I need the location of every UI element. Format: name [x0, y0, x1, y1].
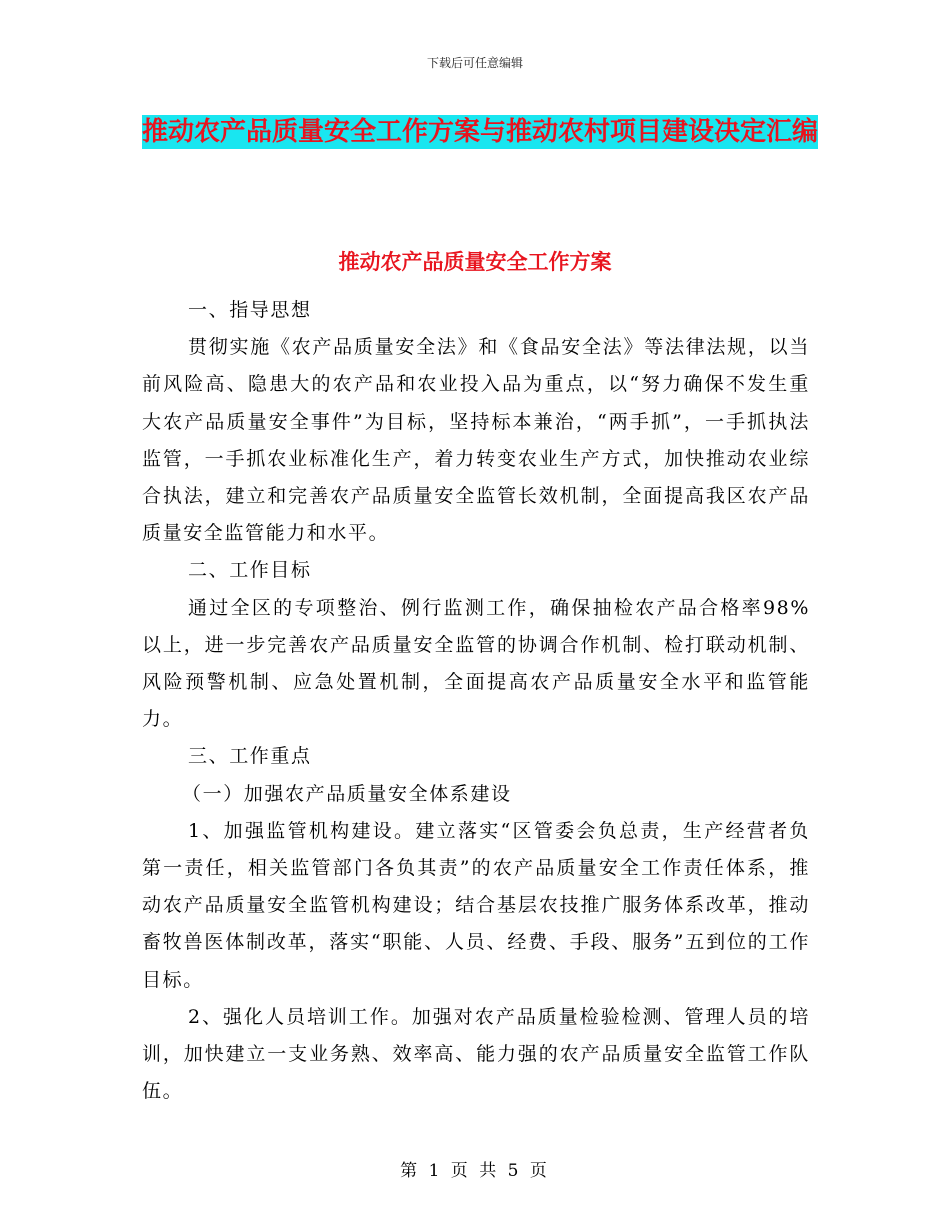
subheading-system-building: （一）加强农产品质量安全体系建设	[182, 782, 512, 805]
heading-work-focus: 三、工作重点	[188, 745, 312, 768]
document-title-text: 推动农产品质量安全工作方案与推动农村项目建设决定汇编	[141, 117, 818, 147]
section-title: 推动农产品质量安全工作方案	[338, 250, 612, 274]
paragraph-guiding-ideology: 贯彻实施《农产品质量安全法》和《食品安全法》等法律法规，以当前风险高、隐患大的农产品和农业投入品为重点，以“努力确保不发生重大农产品质量安全事件”为目标，坚持标本兼治，“两手抓”，一手抓执法监管，一手抓农业标准化生产，着力转变农业生产方式，加快推动农业综合执法，建立和完善农产品质量安全监管长效机制，全面提高我区农产品质量安全监管能力和水平。	[142, 336, 810, 545]
paragraph-work-goals: 通过全区的专项整治、例行监测工作，确保抽检农产品合格率98%以上，进一步完善农产品质量安全监管的协调合作机制、检打联动机制、风险预警机制、应急处置机制，全面提高农产品质量安全水平和监管能力。	[142, 596, 810, 731]
document-title	[140, 110, 820, 154]
page-number-footer: 第 1 页 共 5 页	[400, 1161, 550, 1181]
header-note: 下载后可任意编辑	[426, 56, 523, 70]
paragraph-supervision-agencies: 1、加强监管机构建设。建立落实“区管委会负总责，生产经营者负第一责任，相关监管部门各负其责”的农产品质量安全工作责任体系，推动农产品质量安全监管机构建设；结合基层农技推广服务体系改革，推动畜牧兽医体制改革，落实“职能、人员、经费、手段、服务”五到位的工作目标。	[142, 819, 810, 991]
paragraph-staff-training: 2、强化人员培训工作。加强对农产品质量检验检测、管理人员的培训，加快建立一支业务熟、效率高、能力强的农产品质量安全监管工作队伍。	[142, 1005, 810, 1103]
document-body	[142, 292, 810, 1110]
heading-guiding-ideology: 一、指导思想	[188, 299, 312, 321]
heading-work-goals: 二、工作目标	[188, 559, 312, 582]
